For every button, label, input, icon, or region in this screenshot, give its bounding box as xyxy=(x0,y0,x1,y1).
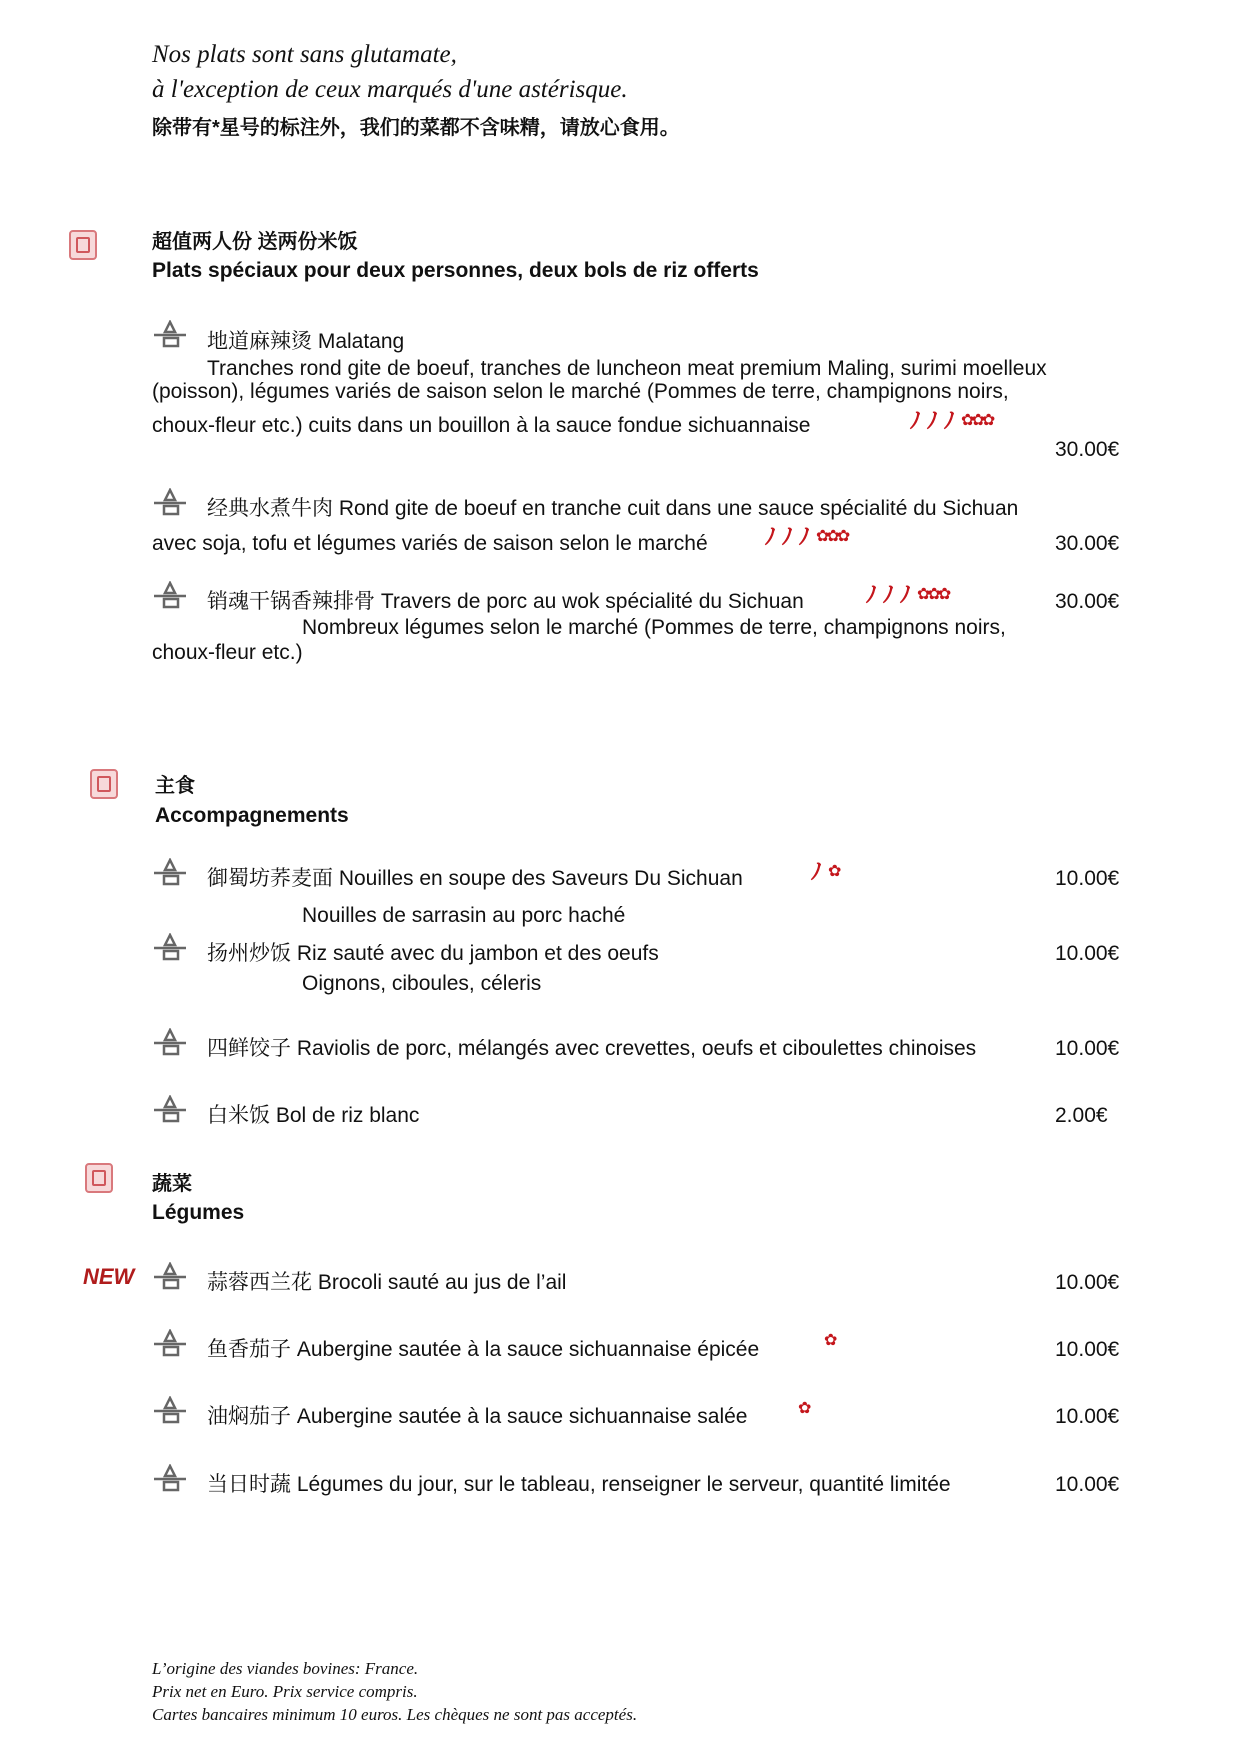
dish-price: 30.00€ xyxy=(1055,590,1120,613)
dish-desc: Tranches rond gite de boeuf, tranches de luncheon meat premium Maling, surimi moelleux xyxy=(207,357,1047,380)
dish-icon xyxy=(152,488,188,516)
dish-name: 销魂干锅香辣排骨 Travers de porc au wok spécialité du Sichuan xyxy=(207,590,804,613)
dish-price: 10.00€ xyxy=(1055,1473,1120,1496)
dish-desc: Nouilles de sarrasin au porc haché xyxy=(302,904,626,927)
footer-line-2: Prix net en Euro. Prix service compris. xyxy=(152,1682,418,1701)
dish-price: 2.00€ xyxy=(1055,1104,1108,1127)
dish-icon xyxy=(152,1095,188,1123)
seal-icon xyxy=(90,769,118,799)
dish-name: 白米饭 Bol de riz blanc xyxy=(207,1104,420,1127)
spicy-chili-icons: ﾉ ✿ xyxy=(811,859,839,884)
dish-desc: choux-fleur etc.) xyxy=(152,641,303,664)
dish-name: 鱼香茄子 Aubergine sautée à la sauce sichuannaise épicée xyxy=(207,1338,760,1361)
footer-line-3: Cartes bancaires minimum 10 euros. Les chèques ne sont pas acceptés. xyxy=(152,1705,638,1724)
dish-desc: avec soja, tofu et légumes variés de saison selon le marché xyxy=(152,532,708,555)
dish-price: 10.00€ xyxy=(1055,1271,1120,1294)
dish-icon xyxy=(152,1028,188,1056)
spicy-chili-icons: ﾉ ﾉ ﾉ ✿✿✿ xyxy=(866,582,949,607)
dish-icon xyxy=(152,1262,188,1290)
spicy-chili-icons: ﾉ ﾉ ﾉ ✿✿✿ xyxy=(765,524,848,549)
dish-icon xyxy=(152,1329,188,1357)
section-title-cn: 主食 xyxy=(155,775,195,797)
spicy-flower-icon: ✿ xyxy=(824,1332,835,1349)
new-badge: NEW xyxy=(83,1264,135,1289)
section-title-fr: Plats spéciaux pour deux personnes, deux bols de riz offerts xyxy=(152,259,759,282)
dish-price: 10.00€ xyxy=(1055,1037,1120,1060)
dish-icon xyxy=(152,858,188,886)
dish-price: 10.00€ xyxy=(1055,867,1120,890)
dish-name: 四鲜饺子 Raviolis de porc, mélangés avec crevettes, oeufs et ciboulettes chinoises xyxy=(207,1037,977,1060)
spicy-chili-icons: ﾉ ﾉ ﾉ ✿✿✿ xyxy=(910,408,993,433)
footer-line-1: L’origine des viandes bovines: France. xyxy=(152,1659,419,1678)
dish-name: 油焖茄子 Aubergine sautée à la sauce sichuannaise salée xyxy=(207,1405,748,1428)
dish-name: 当日时蔬 Légumes du jour, sur le tableau, renseigner le serveur, quantité limitée xyxy=(207,1473,951,1496)
intro-line-2: à l'exception de ceux marqués d'une astérisque. xyxy=(152,76,628,103)
dish-price: 10.00€ xyxy=(1055,1405,1120,1428)
dish-name: 地道麻辣烫 Malatang xyxy=(207,330,405,353)
dish-price: 30.00€ xyxy=(1055,438,1120,461)
dish-name: 蒜蓉西兰花 Brocoli sauté au jus de l’ail xyxy=(207,1271,567,1294)
dish-icon xyxy=(152,1464,188,1492)
intro-line-1: Nos plats sont sans glutamate, xyxy=(152,41,457,68)
dish-icon xyxy=(152,581,188,609)
dish-desc: Nombreux légumes selon le marché (Pommes de terre, champignons noirs, xyxy=(302,616,1006,639)
section-title-fr: Légumes xyxy=(152,1201,245,1224)
dish-icon xyxy=(152,933,188,961)
dish-icon xyxy=(152,320,188,348)
dish-price: 30.00€ xyxy=(1055,532,1120,555)
dish-price: 10.00€ xyxy=(1055,1338,1120,1361)
dish-icon xyxy=(152,1396,188,1424)
dish-desc: Oignons, ciboules, céleris xyxy=(302,972,542,995)
dish-name: 扬州炒饭 Riz sauté avec du jambon et des oeufs xyxy=(207,942,659,965)
dish-name: 经典水煮牛肉 Rond gite de boeuf en tranche cuit dans une sauce spécialité du Sichuan xyxy=(207,497,1019,520)
spicy-flower-icon: ✿ xyxy=(798,1400,809,1417)
dish-name: 御蜀坊荞麦面 Nouilles en soupe des Saveurs Du Sichuan xyxy=(207,867,743,890)
section-title-cn: 蔬菜 xyxy=(152,1173,192,1195)
dish-desc: choux-fleur etc.) cuits dans un bouillon à la sauce fondue sichuannaise xyxy=(152,414,811,437)
dish-desc: (poisson), légumes variés de saison selon le marché (Pommes de terre, champignons noirs, xyxy=(152,380,1009,403)
intro-line-3: 除带有*星号的标注外，我们的菜都不含味精，请放心食用。 xyxy=(152,117,680,139)
seal-icon xyxy=(69,230,97,260)
section-title-cn: 超值两人份 送两份米饭 xyxy=(152,231,358,253)
section-title-fr: Accompagnements xyxy=(155,804,349,827)
seal-icon xyxy=(85,1163,113,1193)
dish-price: 10.00€ xyxy=(1055,942,1120,965)
